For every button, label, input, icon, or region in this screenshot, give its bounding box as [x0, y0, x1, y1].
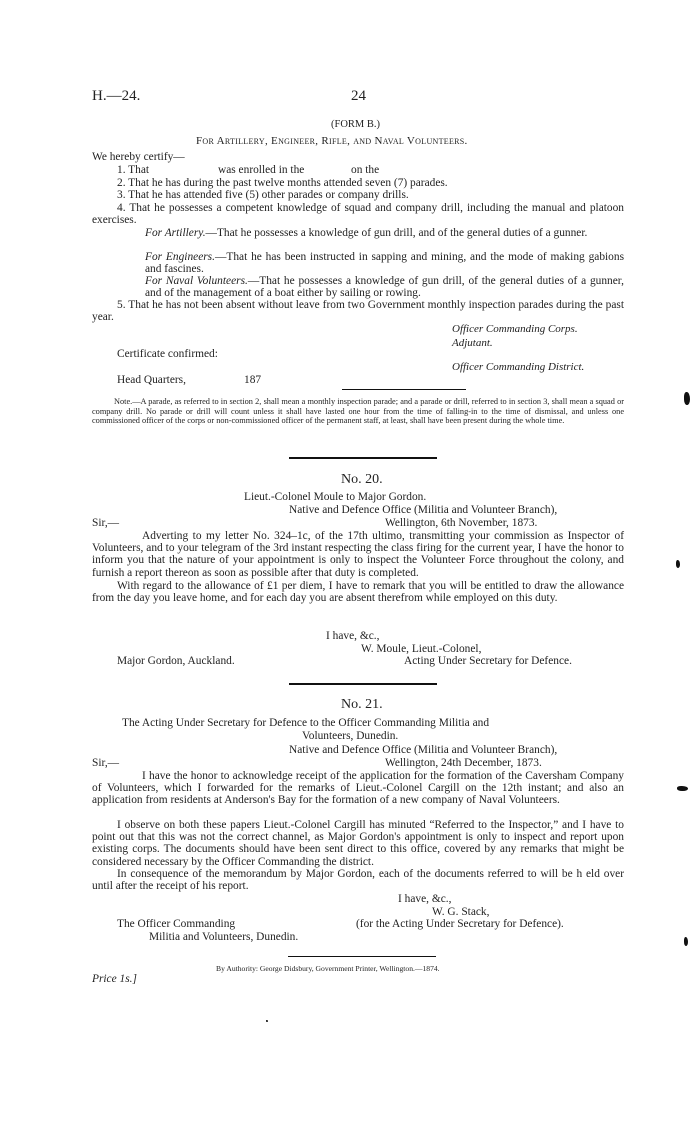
- sig-officer-district: Officer Commanding District.: [452, 361, 585, 373]
- form-artillery: For Artillery.—That he possesses a knowledge of gun drill, and of the general duties of a gunner.: [145, 227, 588, 239]
- footer-price: Price 1s.]: [92, 973, 137, 985]
- footer-rule: [288, 956, 436, 957]
- page-reference: H.—24.: [92, 88, 141, 104]
- form-item-2: 2. That he has during the past twelve months attended seven (7) parades.: [117, 177, 448, 189]
- letter21-para2: I observe on both these papers Lieut.-Colonel Cargill has minuted “Referred to the Inspector,” and I have to point out that this was not the correct channel, as Major Gordon's appointment is only to inspect and report upon existing corps. The documents should have been sent direct to this office, covered by any remarks that might be considered necessary by the Officer Commanding the district.: [92, 819, 624, 868]
- form-item-1: 1. That: [117, 164, 150, 176]
- letter20-para1: Adverting to my letter No. 324–1c, of the 17th ultimo, transmitting your commission as Inspector of Volunteers, and to your telegram of the 3rd instant respecting the class firing for the current year, I have the honor to inform you that the nature of your appointment is only to inspect the Volunteer Force throughout the colony, and furnish a report thereon as soon as possible after that duty is completed.: [92, 530, 624, 579]
- letter20-salutation: Sir,—: [92, 517, 120, 529]
- head-quarters: Head Quarters,: [117, 374, 186, 386]
- scan-dot: [266, 1020, 268, 1022]
- form-item-5: 5. That he has not been absent without leave from two Government monthly inspection parades during the past year.: [92, 299, 624, 324]
- letter20-place-date: Wellington, 6th November, 1873.: [385, 517, 538, 529]
- footer-imprint: By Authority: George Didsbury, Government Printer, Wellington.—1874.: [216, 964, 440, 973]
- form-item-1-date: on the: [351, 164, 380, 176]
- margin-mark-3: [677, 786, 688, 791]
- letter20-signature: W. Moule, Lieut.-Colonel,: [361, 643, 482, 655]
- letter20-number: No. 20.: [341, 472, 383, 487]
- letter20-sig-title: Acting Under Secretary for Defence.: [404, 655, 572, 667]
- letter21-heading-2: Volunteers, Dunedin.: [302, 730, 399, 742]
- form-item-4: 4. That he possesses a competent knowledge of squad and company drill, including the manual and platoon exercises.: [92, 202, 624, 227]
- form-engineers: For Engineers.—That he has been instructed in sapping and mining, and the mode of making gabions and fascines.: [145, 251, 625, 276]
- margin-mark-2: [676, 560, 680, 568]
- section-divider-1: [289, 457, 437, 459]
- form-title: For Artillery, Engineer, Rifle, and Naval Volunteers.: [196, 135, 468, 147]
- letter20-addressee: Major Gordon, Auckland.: [117, 655, 235, 667]
- head-quarters-year: 187: [244, 374, 262, 386]
- letter21-salutation: Sir,—: [92, 757, 120, 769]
- letter20-office: Native and Defence Office (Militia and Volunteer Branch),: [289, 504, 558, 516]
- form-label: (FORM B.): [331, 119, 381, 130]
- letter20-heading: Lieut.-Colonel Moule to Major Gordon.: [244, 491, 427, 503]
- letter20-para2: With regard to the allowance of £1 per diem, I have to remark that you will be entitled to draw the allowance from the day you leave home, and for each day you are absent therefrom while employed on this duty.: [92, 580, 624, 605]
- letter21-para3: In consequence of the memorandum by Major Gordon, each of the documents referred to will be h eld over until after the receipt of his report.: [92, 868, 624, 893]
- page-number: 24: [351, 88, 366, 104]
- letter21-addressee-2: Militia and Volunteers, Dunedin.: [149, 931, 299, 943]
- form-naval: For Naval Volunteers.—That he possesses a knowledge of gun drill, of the general duties of a gunner, and of the management of a boat either by sailing or rowing.: [145, 275, 624, 300]
- letter21-para1: I have the honor to acknowledge receipt of the application for the formation of the Caversham Company of Volunteers, which I forwarded for the remarks of Lieut.-Colonel Cargill on the 12th instant; and also an application from residents at Anderson's Bay for the formation of a new company of Naval Volunteers.: [92, 770, 624, 807]
- form-item-3: 3. That he has attended five (5) other parades or company drills.: [117, 189, 409, 201]
- form-note: Note.—A parade, as referred to in section 2, shall mean a monthly inspection parade; and a parade or drill, referred to in section 3, shall mean a squad or company drill. No parade or drill will count unless it shall have lasted one hour from the time of falling-in to the time of dismissal, and unless one commissioned officer of the corps or non-commissioned officer of the permanent staff, at least, shall have been present during the whole time.: [92, 397, 624, 426]
- form-item-1-enrolled: was enrolled in the: [218, 164, 305, 176]
- margin-mark-4: [684, 937, 688, 946]
- letter20-closing: I have, &c.,: [326, 630, 380, 642]
- letter21-place-date: Wellington, 24th December, 1873.: [385, 757, 542, 769]
- letter21-closing: I have, &c.,: [398, 893, 452, 905]
- letter21-office: Native and Defence Office (Militia and Volunteer Branch),: [289, 744, 558, 756]
- section-divider-2: [289, 683, 437, 685]
- letter21-signature: W. G. Stack,: [432, 906, 490, 918]
- sig-adjutant: Adjutant.: [452, 337, 493, 349]
- margin-mark-1: [684, 392, 690, 405]
- letter21-addressee-1: The Officer Commanding: [117, 918, 236, 930]
- letter21-heading-1: The Acting Under Secretary for Defence to the Officer Commanding Militia and: [122, 717, 490, 729]
- certificate-confirmed: Certificate confirmed:: [117, 348, 218, 360]
- letter21-number: No. 21.: [341, 697, 383, 712]
- form-intro: We hereby certify—: [92, 151, 185, 163]
- note-rule: [342, 389, 466, 390]
- letter21-sig-title: (for the Acting Under Secretary for Defence).: [356, 918, 564, 930]
- sig-officer-corps: Officer Commanding Corps.: [452, 323, 578, 335]
